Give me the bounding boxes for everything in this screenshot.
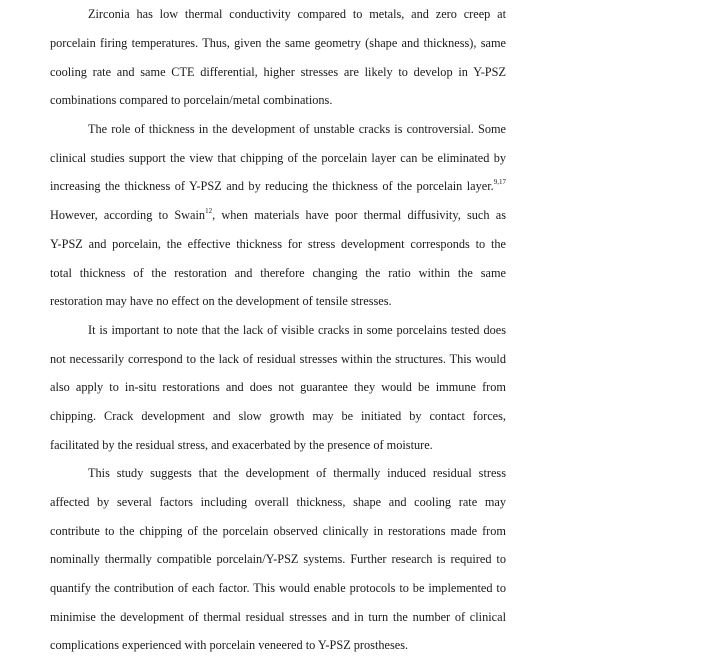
text-line: affected by several factors including overall thickness, shape and cooling rate may	[50, 495, 506, 509]
text-line: porcelain firing temperatures. Thus, given the same geometry (shape and thickness), same	[50, 36, 506, 50]
document-page	[50, 0, 506, 660]
text-line: Zirconia has low thermal conductivity compared to metals, and zero creep at	[88, 7, 506, 21]
text-line: This study suggests that the development of thermally induced residual stress	[88, 466, 506, 481]
text-line: cooling rate and same CTE differential, higher stresses are likely to develop in Y-PSZ	[50, 64, 506, 79]
text-line: restoration may have no effect on the development of tensile stresses.	[50, 294, 392, 309]
text-line: quantify the contribution of each factor. This would enable protocols to be implemented to	[50, 581, 506, 596]
paragraph-2	[50, 115, 506, 316]
text-line: The role of thickness in the development of unstable cracks is controversial. Some	[88, 122, 506, 137]
line-text-continued: , when materials have poor thermal diffusivity, such as	[212, 208, 506, 223]
text-line: minimise the development of thermal residual stresses and in turn the number of clinical	[50, 609, 506, 624]
text-line: not necessarily correspond to the lack of residual stresses within the structures. This would	[50, 351, 506, 366]
citation-superscript: 9,17	[493, 178, 506, 187]
line-text: However, according to Swain	[50, 208, 206, 223]
paragraph-4	[50, 459, 506, 660]
text-line	[50, 201, 506, 230]
citation-superscript: 12	[205, 207, 213, 216]
text-line: contribute to the chipping of the porcelain observed clinically in restorations made from	[50, 523, 506, 538]
text-line: clinical studies support the view that chipping of the porcelain layer can be eliminated by	[50, 150, 506, 165]
text-line: total thickness of the restoration and therefore changing the ratio within the same	[50, 265, 506, 280]
text-line: also apply to in-situ restorations and does not guarantee they would be immune from	[50, 380, 506, 395]
text-line: combinations compared to porcelain/metal combinations.	[50, 93, 333, 108]
text-line: chipping. Crack development and slow growth may be initiated by contact forces,	[50, 408, 506, 423]
text-line: Y-PSZ and porcelain, the effective thickness for stress development corresponds to the	[50, 236, 506, 251]
text-line	[50, 172, 506, 201]
paragraph-3	[50, 316, 506, 459]
text-line: complications experienced with porcelain veneered to Y-PSZ prostheses.	[50, 638, 409, 653]
text-line: nominally thermally compatible porcelain/Y-PSZ systems. Further research is required to	[50, 552, 506, 567]
paragraph-1	[50, 0, 506, 115]
text-line: facilitated by the residual stress, and exacerbated by the presence of moisture.	[50, 437, 433, 452]
line-text: increasing the thickness of Y-PSZ and by reducing the thickness of the porcelain layer.	[50, 179, 494, 194]
text-line: It is important to note that the lack of visible cracks in some porcelains tested does	[88, 322, 506, 337]
